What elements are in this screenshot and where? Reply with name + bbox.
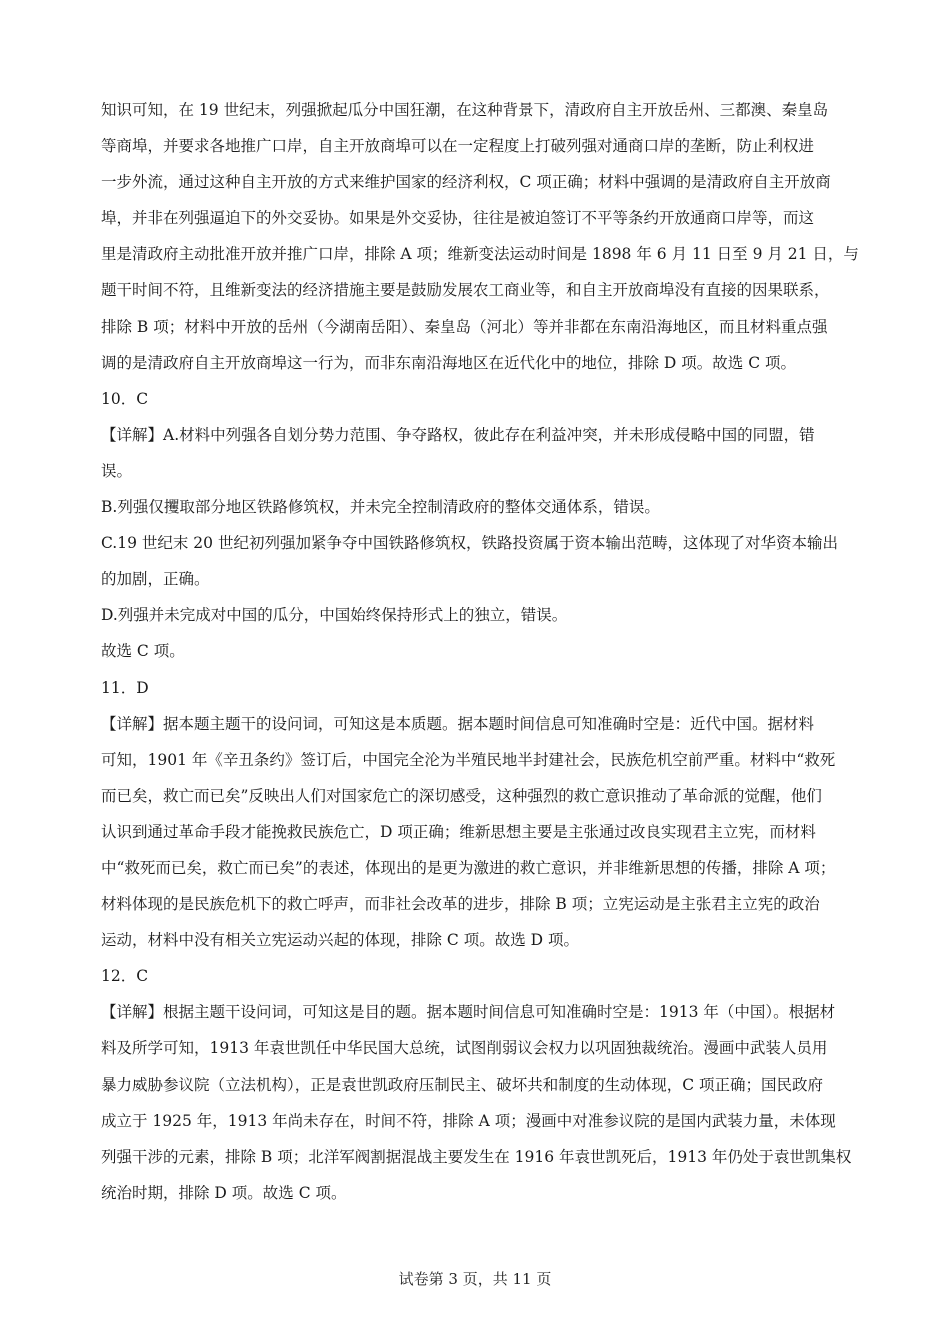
text-line: 成立于 1925 年，1913 年尚未存在，时间不符，排除 A 项；漫画中对准参议院的是国内武装力量，未体现 <box>101 1111 836 1130</box>
answer-label: 11．D <box>101 678 149 697</box>
text-line: 题干时间不符，且维新变法的经济措施主要是鼓励发展农工商业等，和自主开放商埠没有直接的因果联系， <box>101 281 830 300</box>
text-line: 【详解】根据主题干设问词，可知这是目的题。据本题时间信息可知准确时空是：1913 年（中国）。根据材 <box>101 1003 836 1022</box>
text-line: 统治时期，排除 D 项。故选 C 项。 <box>101 1183 347 1202</box>
text-line: 料及所学可知，1913 年袁世凯任中华民国大总统，试图削弱议会权力以巩固独裁统治。漫画中武装人员用 <box>101 1039 828 1058</box>
text-line: 调的是清政府自主开放商埠这一行为，而非东南沿海地区在近代化中的地位，排除 D 项。故选 C 项。 <box>101 353 796 372</box>
text-line: 材料体现的是民族危机下的救亡呼声，而非社会改革的进步，排除 B 项；立宪运动是主张君主立宪的政治 <box>101 895 820 914</box>
text-line: 列强干涉的元素，排除 B 项；北洋军阀割据混战主要发生在 1916 年袁世凯死后，1913 年仍处于袁世凯集权 <box>101 1147 852 1166</box>
question-12 <box>101 958 861 1211</box>
question-11 <box>101 670 861 959</box>
text-line: 一步外流，通过这种自主开放的方式来维护国家的经济利权，C 项正确；材料中强调的是清政府自主开放商 <box>101 173 831 192</box>
text-line: 运动，材料中没有相关立宪运动兴起的体现，排除 C 项。故选 D 项。 <box>101 931 579 950</box>
text-line: 的加剧，正确。 <box>101 570 210 589</box>
text-line: B.列强仅攫取部分地区铁路修筑权，并未完全控制清政府的整体交通体系，错误。 <box>101 498 660 517</box>
text-line: 而已矣，救亡而已矣”反映出人们对国家危亡的深切感受，这种强烈的救亡意识推动了革命派的觉醒，他们 <box>101 786 822 805</box>
text-line: 等商埠，并要求各地推广口岸，自主开放商埠可以在一定程度上打破列强对通商口岸的垄断，防止利权进 <box>101 137 815 156</box>
answer-label: 12．C <box>101 967 149 986</box>
intro-paragraph <box>101 92 861 381</box>
answer-label: 10．C <box>101 389 149 408</box>
text-line: D.列强并未完成对中国的瓜分，中国始终保持形式上的独立，错误。 <box>101 606 568 625</box>
page-footer: 试卷第 3 页，共 11 页 <box>398 1270 552 1288</box>
document-page <box>101 92 861 1211</box>
text-line: 【详解】据本题主题干的设问词，可知这是本质题。据本题时间信息可知准确时空是：近代中国。据材料 <box>101 714 815 733</box>
text-line: 故选 C 项。 <box>101 642 185 661</box>
text-line: C.19 世纪末 20 世纪初列强加紧争夺中国铁路修筑权，铁路投资属于资本输出范畴，这体现了对华资本输出 <box>101 534 838 553</box>
text-line: 中“救死而已矣，救亡而已矣”的表述，体现出的是更为激进的救亡意识，并非维新思想的传播，排除 A 项； <box>101 858 836 877</box>
text-line: 认识到通过革命手段才能挽救民族危亡，D 项正确；维新思想主要是主张通过改良实现君主立宪，而材料 <box>101 822 816 841</box>
text-line: 知识可知，在 19 世纪末，列强掀起瓜分中国狂潮，在这种背景下，清政府自主开放岳州、三都澳、秦皇岛 <box>101 101 829 119</box>
text-line: 【详解】A.材料中列强各自划分势力范围、争夺路权，彼此存在利益冲突，并未形成侵略中国的同盟，错 <box>101 425 815 444</box>
text-line: 埠，并非在列强逼迫下的外交妥协。如果是外交妥协，往往是被迫签订不平等条约开放通商口岸等，而这 <box>101 209 815 228</box>
text-line: 可知，1901 年《辛丑条约》签订后，中国完全沦为半殖民地半封建社会，民族危机空前严重。材料中“救死 <box>101 750 836 769</box>
text-line: 暴力威胁参议院（立法机构），正是袁世凯政府压制民主、破坏共和制度的生动体现，C 项正确；国民政府 <box>101 1075 824 1094</box>
text-line: 里是清政府主动批准开放并推广口岸，排除 A 项；维新变法运动时间是 1898 年 6 月 11 日至 9 月 21 日，与 <box>101 245 859 264</box>
question-10 <box>101 381 861 670</box>
text-line: 误。 <box>101 461 133 480</box>
text-line: 排除 B 项；材料中开放的岳州（今湖南岳阳）、秦皇岛（河北）等并非都在东南沿海地区，而且材料重点强 <box>101 317 828 336</box>
